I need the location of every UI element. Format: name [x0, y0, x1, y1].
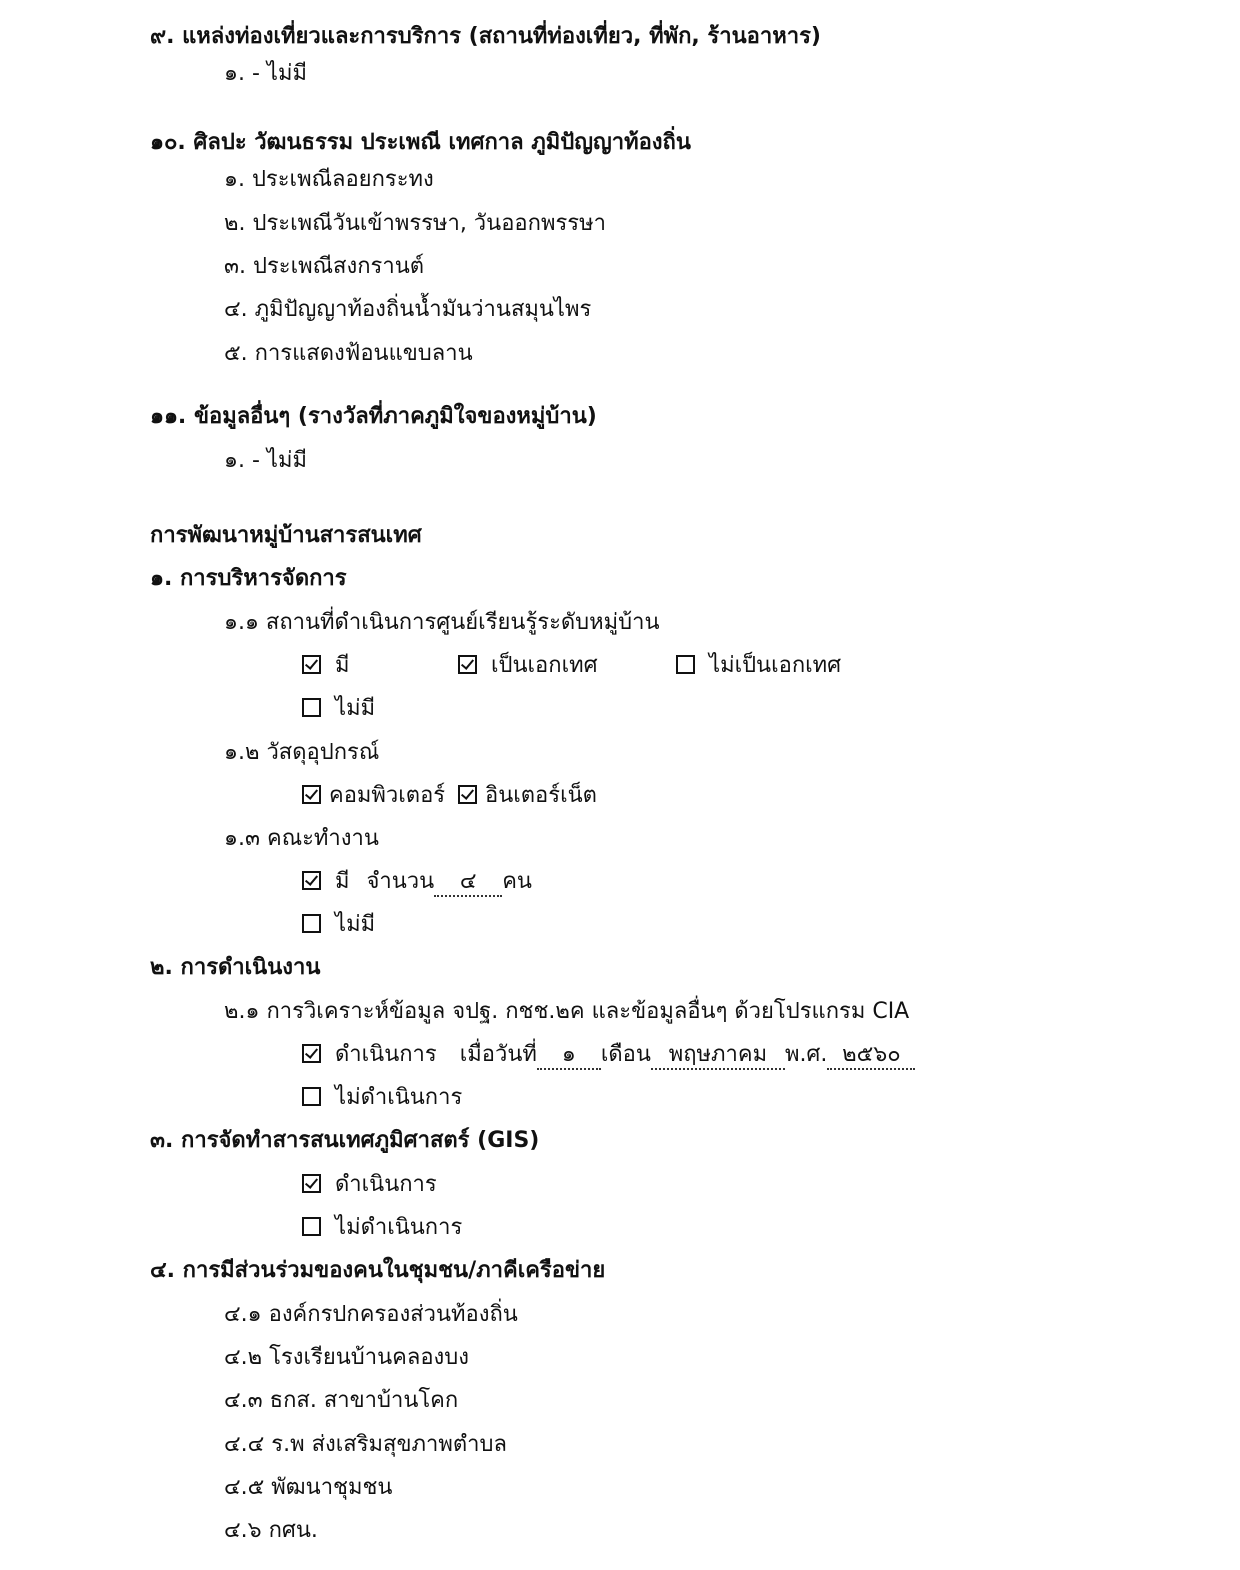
analysis-year-field[interactable]: ๒๕๖๐	[827, 1042, 915, 1070]
team-none-label: ไม่มี	[335, 912, 376, 937]
participation-heading: ๔. การมีส่วนร่วมของคนในชุมชน/ภาคีเครือข่าย	[150, 1258, 606, 1283]
location-has-label: มี	[335, 653, 350, 678]
location-none-option[interactable]	[302, 694, 375, 724]
equipment-options-row	[302, 781, 802, 811]
location-independent-label: เป็นเอกเทศ	[491, 653, 598, 678]
participation-item-3: ๔.๓ ธกส. สาขาบ้านโคก	[224, 1388, 459, 1413]
gis-not-done-label: ไม่ดำเนินการ	[335, 1215, 463, 1240]
checked-checkbox-icon[interactable]	[458, 655, 477, 674]
location-independent-option[interactable]	[458, 651, 598, 681]
operation-heading: ๒. การดำเนินงาน	[150, 955, 321, 980]
participation-item-1: ๔.๑ องค์กรปกครองส่วนท้องถิ่น	[224, 1302, 518, 1327]
section-11-item-1: ๑. - ไม่มี	[224, 448, 307, 473]
section-11-heading: ๑๑. ข้อมูลอื่นๆ (รางวัลที่ภาคภูมิใจของหมู่บ้าน)	[150, 404, 597, 429]
location-none-label: ไม่มี	[335, 696, 376, 721]
participation-item-5: ๔.๕ พัฒนาชุมชน	[224, 1475, 393, 1500]
gis-heading: ๓. การจัดทำสารสนเทศภูมิศาสตร์ (GIS)	[150, 1128, 540, 1153]
analysis-day-field[interactable]: ๑	[537, 1042, 601, 1070]
section-10-heading: ๑๐. ศิลปะ วัฒนธรรม ประเพณี เทศกาล ภูมิปัญญาท้องถิ่น	[150, 130, 691, 155]
analysis-not-done-option[interactable]	[302, 1083, 462, 1113]
gis-done-option[interactable]	[302, 1170, 437, 1200]
equipment-internet-label: อินเตอร์เน็ต	[485, 783, 597, 808]
analysis-done-label: ดำเนินการ	[335, 1042, 437, 1067]
management-heading: ๑. การบริหารจัดการ	[150, 566, 347, 591]
team-count-suffix: คน	[502, 869, 532, 894]
section-10-item-5: ๕. การแสดงฟ้อนแขบลาน	[224, 341, 473, 366]
team-none-option[interactable]	[302, 910, 375, 940]
checked-checkbox-icon[interactable]	[302, 785, 321, 804]
analysis-not-done-label: ไม่ดำเนินการ	[335, 1085, 463, 1110]
equipment-label: ๑.๒ วัสดุอุปกรณ์	[224, 740, 380, 765]
team-label: ๑.๓ คณะทำงาน	[224, 826, 379, 851]
section-10-item-4: ๔. ภูมิปัญญาท้องถิ่นน้ำมันว่านสมุนไพร	[224, 297, 592, 322]
section-9-item-1: ๑. - ไม่มี	[224, 61, 307, 86]
equipment-computer-option[interactable]	[302, 781, 445, 811]
section-9-heading: ๙. แหล่งท่องเที่ยวและการบริการ (สถานที่ท่องเที่ยว, ที่พัก, ร้านอาหาร)	[150, 24, 821, 49]
team-has-option[interactable]	[302, 867, 532, 897]
equipment-computer-label: คอมพิวเตอร์	[329, 783, 446, 808]
gis-not-done-option[interactable]	[302, 1213, 462, 1243]
participation-item-4: ๔.๔ ร.พ ส่งเสริมสุขภาพตำบล	[224, 1432, 507, 1457]
checked-checkbox-icon[interactable]	[458, 785, 477, 804]
ict-title: การพัฒนาหมู่บ้านสารสนเทศ	[150, 523, 422, 548]
team-count-field[interactable]: ๔	[434, 869, 502, 897]
checked-checkbox-icon[interactable]	[302, 1044, 321, 1063]
location-label: ๑.๑ สถานที่ดำเนินการศูนย์เรียนรู้ระดับหมู่บ้าน	[224, 610, 660, 635]
analysis-done-option[interactable]	[302, 1040, 915, 1070]
checked-checkbox-icon[interactable]	[302, 655, 321, 674]
checked-checkbox-icon[interactable]	[302, 871, 321, 890]
checked-checkbox-icon[interactable]	[302, 1174, 321, 1193]
section-10-item-3: ๓. ประเพณีสงกรานต์	[224, 254, 425, 279]
analysis-month-label: เดือน	[600, 1042, 651, 1067]
analysis-label: ๒.๑ การวิเคราะห์ข้อมูล จปฐ. กชช.๒ค และข้อมูลอื่นๆ ด้วยโปรแกรม CIA	[224, 999, 910, 1024]
section-10-item-1: ๑. ประเพณีลอยกระทง	[224, 167, 434, 192]
section-10-item-2: ๒. ประเพณีวันเข้าพรรษา, วันออกพรรษา	[224, 211, 606, 236]
location-not-independent-option[interactable]	[676, 651, 841, 681]
analysis-date-prefix: เมื่อวันที่	[459, 1042, 537, 1067]
checkbox-icon[interactable]	[302, 914, 321, 933]
checkbox-icon[interactable]	[302, 698, 321, 717]
participation-item-6: ๔.๖ กศน.	[224, 1518, 318, 1543]
location-not-independent-label: ไม่เป็นเอกเทศ	[709, 653, 842, 678]
analysis-month-field[interactable]: พฤษภาคม	[651, 1042, 785, 1070]
analysis-year-label: พ.ศ.	[784, 1042, 828, 1067]
location-options-row	[302, 651, 1002, 681]
checkbox-icon[interactable]	[676, 655, 695, 674]
team-count-prefix: จำนวน	[366, 869, 435, 894]
checkbox-icon[interactable]	[302, 1087, 321, 1106]
gis-done-label: ดำเนินการ	[335, 1172, 437, 1197]
participation-item-2: ๔.๒ โรงเรียนบ้านคลองบง	[224, 1345, 469, 1370]
location-has-option[interactable]	[302, 651, 350, 681]
team-has-label: มี	[335, 869, 350, 894]
equipment-internet-option[interactable]	[458, 781, 597, 811]
checkbox-icon[interactable]	[302, 1217, 321, 1236]
